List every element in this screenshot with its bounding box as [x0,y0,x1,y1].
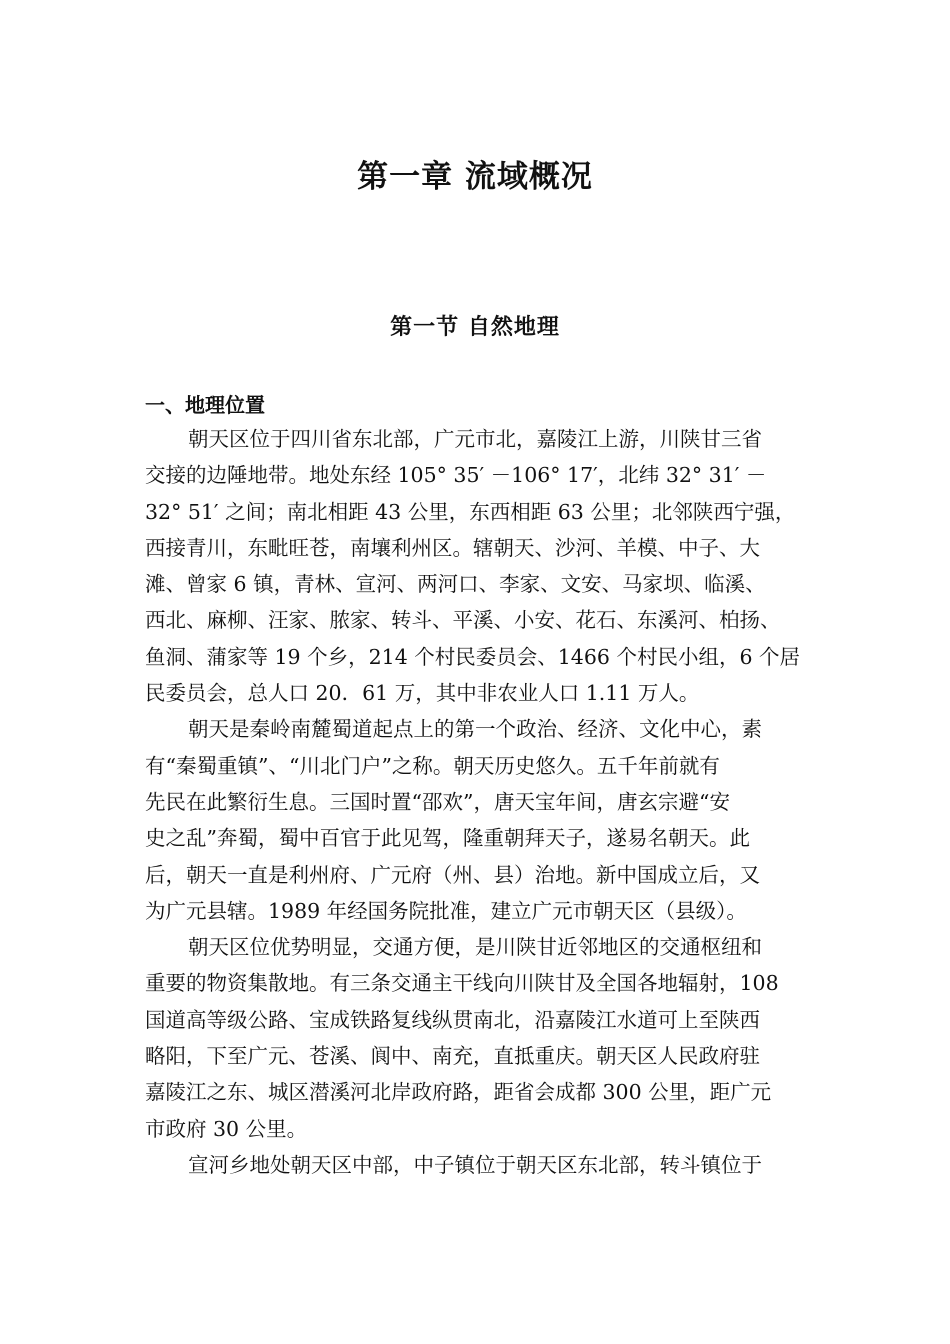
paragraph-line: 先民在此繁衍生息。三国时置“邵欢”，唐天宝年间，唐玄宗避“安 [145,789,730,814]
paragraph-line: 有“秦蜀重镇”、“川北门户”之称。朝天历史悠久。五千年前就有 [145,753,720,778]
paragraph-line: 略阳，下至广元、苍溪、阆中、南充，直抵重庆。朝天区人民政府驻 [145,1044,760,1069]
paragraph-line: 西接青川，东毗旺苍，南壤利州区。辖朝天、沙河、羊模、中子、大 [145,535,760,560]
paragraph-line: 国道高等级公路、宝成铁路复线纵贯南北，沿嘉陵江水道可上至陕西 [145,1007,760,1032]
paragraph-line: 西北、麻柳、汪家、脓家、转斗、平溪、小安、花石、东溪河、柏扬、 [145,608,781,633]
paragraph-line: 重要的物资集散地。有三条交通主干线向川陕甘及全国各地辐射，108 [145,971,779,996]
paragraph-line: 史之乱”奔蜀，蜀中百官于此见驾，隆重朝拜天子，遂易名朝天。此 [145,826,750,851]
paragraph-line: 交接的边陲地带。地处东经 105° 35′ －106° 17′，北纬 32° 31′ － [145,463,767,488]
paragraph-line: 朝天区位优势明显，交通方便，是川陕甘近邻地区的交通枢纽和 [188,935,762,960]
paragraph-line: 鱼洞、蒲家等 19 个乡，214 个村民委员会、1466 个村民小组，6 个居 [145,644,801,669]
paragraph-line: 32° 51′ 之间；南北相距 43 公里，东西相距 63 公里；北邻陕西宁强， [145,499,796,524]
paragraph-line: 后，朝天一直是利州府、广元府（州、县）治地。新中国成立后，又 [145,862,760,887]
subsection-title: 一、地理位置 [145,393,265,417]
section-title: 第一节 自然地理 [390,315,560,340]
paragraph-line: 朝天是秦岭南麓蜀道起点上的第一个政治、经济、文化中心，素 [188,717,762,742]
paragraph-line: 嘉陵江之东、城区潜溪河北岸政府路，距省会成都 300 公里，距广元 [145,1080,772,1105]
paragraph-line: 滩、曾家 6 镇，青林、宣河、两河口、李家、文安、马家坝、临溪、 [145,572,766,597]
paragraph-line: 宣河乡地处朝天区中部，中子镇位于朝天区东北部，转斗镇位于 [188,1152,762,1177]
body-text [145,421,845,1183]
paragraph-line: 为广元县辖。1989 年经国务院批准，建立广元市朝天区（县级）。 [145,898,747,923]
chapter-title: 第一章 流域概况 [357,159,593,195]
paragraph-line: 民委员会，总人口 20．61 万，其中非农业人口 1.11 万人。 [145,681,700,706]
paragraph-line: 朝天区位于四川省东北部，广元市北，嘉陵江上游，川陕甘三省 [188,427,762,451]
paragraph-line: 市政府 30 公里。 [145,1116,308,1141]
